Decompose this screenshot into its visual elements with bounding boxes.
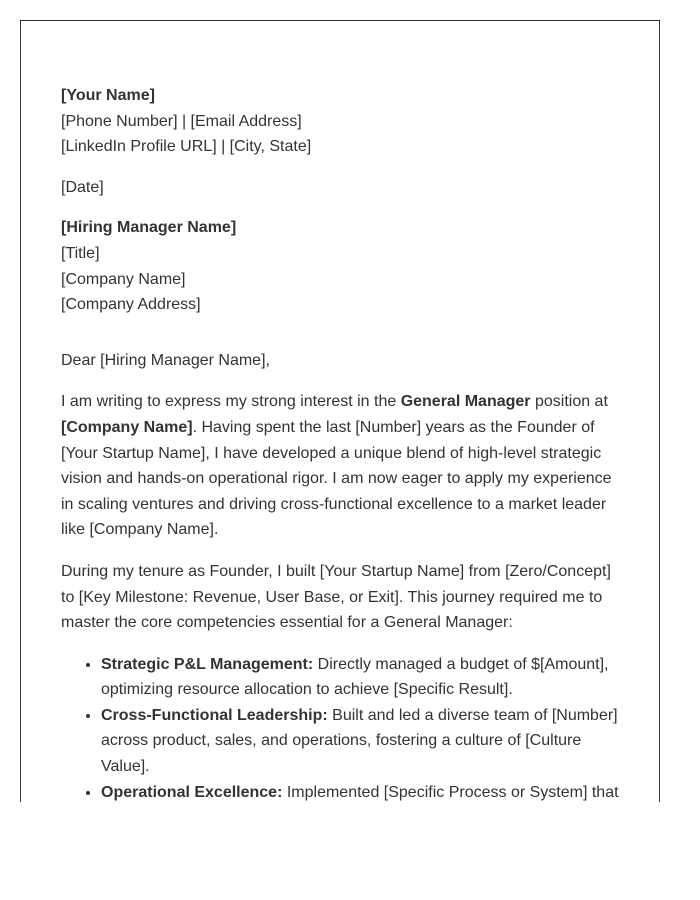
sender-name: [Your Name] <box>61 87 155 104</box>
intro-position-bold: General Manager <box>400 393 531 411</box>
recipient-title: [Title] <box>61 244 100 262</box>
sender-header <box>61 83 621 160</box>
recipient-company: [Company Name] <box>61 270 186 288</box>
intro-text-1: I am writing to express my strong interest in the <box>61 393 401 411</box>
letter-date: [Date] <box>61 178 104 196</box>
intro-text-2: position at <box>530 393 608 411</box>
intro-paragraph <box>61 389 621 543</box>
list-item <box>101 780 621 802</box>
salutation: Dear [Hiring Manager Name], <box>61 351 270 369</box>
recipient-address: [Company Address] <box>61 296 201 314</box>
intro-text-3: . Having spent the last [Number] years as the Founder of [Your Startup Name], I have developed a unique blend of high-level strategic vision and hands-on operational rigor. I am now eager to apply my experience in scaling ventures and driving cross-functional excellence to a market leader like [Company Name]. <box>61 418 612 539</box>
list-item <box>101 703 621 780</box>
tenure-paragraph: During my tenure as Founder, I built [Your Startup Name] from [Zero/Concept] to [Key Milestone: Revenue, User Base, or Exit]. This journey required me to master the core competencies essential for a General Manager: <box>61 562 611 632</box>
intro-company-bold: [Company Name] <box>61 418 193 436</box>
cover-letter-body <box>61 83 621 802</box>
recipient-block <box>61 215 621 317</box>
list-item-label: Operational Excellence: <box>101 783 283 801</box>
date-block <box>61 175 621 201</box>
sender-contact-line-2: [LinkedIn Profile URL] | [City, State] <box>61 138 312 156</box>
recipient-name: [Hiring Manager Name] <box>61 219 237 237</box>
list-item <box>101 652 621 703</box>
list-item-label: Cross-Functional Leadership: <box>101 706 328 724</box>
competency-list <box>61 652 621 802</box>
list-item-text: Directly managed a budget of $[Amount], optimizing resource allocation to achieve [Specific Result]. <box>101 655 609 699</box>
list-item-label: Strategic P&L Management: <box>101 655 314 673</box>
document-page <box>20 20 660 802</box>
sender-contact-line-1: [Phone Number] | [Email Address] <box>61 112 302 130</box>
list-item-text: Implemented [Specific Process or System] that <box>282 783 619 801</box>
list-item-text: Built and led a diverse team of [Number] across product, sales, and operations, fostering a culture of [Culture Value]. <box>101 706 618 776</box>
